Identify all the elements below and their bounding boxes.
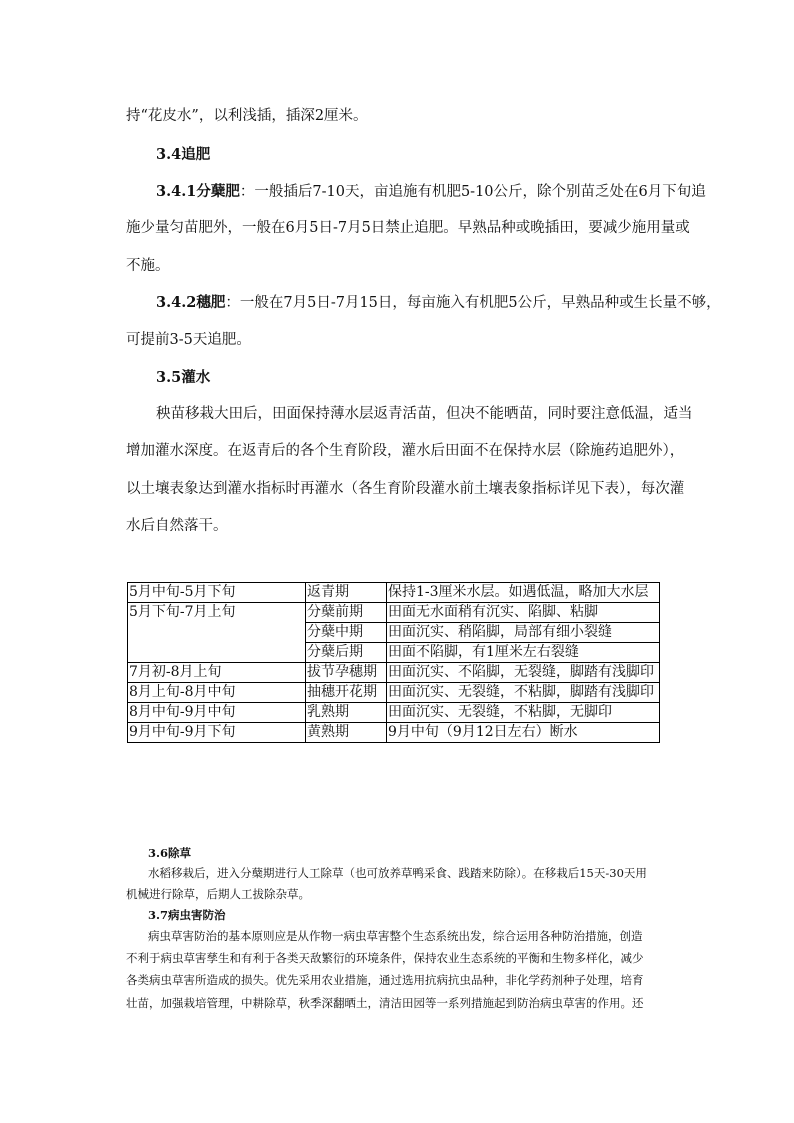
table-cell-stage: 分蘖中期 [306, 623, 387, 643]
table-cell-indicator: 田面沉实、不陷脚，无裂缝，脚踏有浅脚印 [387, 663, 660, 683]
table-row [128, 603, 660, 623]
paragraph-line: 施少量匀苗肥外，一般在6月5日-7月5日禁止追肥。早熟品种或晚插田，要减少施用量或 [126, 220, 690, 236]
table-cell-period: 8月中旬-9月中旬 [128, 703, 306, 723]
table-row [128, 723, 660, 743]
table-row [128, 703, 660, 723]
paragraph-line [156, 293, 721, 313]
table-row [128, 663, 660, 683]
paragraph-line: 水稻移栽后，进入分蘖期进行人工除草（也可放养草鸭采食、践踏来防除）。在移栽后15天-30天用 [148, 866, 647, 880]
table-cell-period: 5月下旬-7月上旬 [128, 603, 306, 663]
table-cell-stage: 黄熟期 [306, 723, 387, 743]
table-cell-indicator: 9月中旬（9月12日左右）断水 [387, 723, 660, 743]
paragraph-line: 可提前3-5天追肥。 [126, 332, 251, 348]
paragraph-line: 不施。 [126, 258, 170, 274]
paragraph-line: 秧苗移栽大田后，田面保持薄水层返青活苗，但决不能晒苗，同时要注意低温，适当 [156, 406, 693, 422]
paragraph-line: 各类病虫草害所造成的损失。优先采用农业措施，通过选用抗病抗虫品种，非化学药剂种子处理，培育 [126, 973, 644, 987]
table-cell-indicator: 保持1-3厘米水层。如遇低温，略加大水层 [387, 583, 660, 603]
subsection-label-3-4-1: 3.4.1分蘖肥 [156, 183, 240, 200]
table-cell-period: 7月初-8月上旬 [128, 663, 306, 683]
table-cell-indicator: 田面沉实、无裂缝，不粘脚，脚踏有浅脚印 [387, 683, 660, 703]
table-cell-stage: 拔节孕穗期 [306, 663, 387, 683]
paragraph-line: 机械进行除草，后期人工拔除杂草。 [126, 887, 310, 901]
paragraph-line: 壮苗，加强栽培管理，中耕除草，秋季深翻晒土，清洁田园等一系列措施起到防治病虫草害的作用。还 [126, 996, 644, 1010]
paragraph-text: ：一般插后7-10天，亩追施有机肥5-10公斤，除个别苗乏处在6月下旬追 [239, 184, 706, 200]
paragraph-line: 增加灌水深度。在返青后的各个生育阶段，灌水后田面不在保持水层（除施药追肥外）， [126, 443, 685, 459]
section-heading-3-5: 3.5灌水 [156, 369, 211, 386]
section-heading-3-4: 3.4追肥 [156, 146, 211, 163]
table-cell-indicator: 田面无水面稍有沉实、陷脚、粘脚 [387, 603, 660, 623]
table-cell-indicator: 田面不陷脚，有1厘米左右裂缝 [387, 643, 660, 663]
table-cell-period: 8月上旬-8月中旬 [128, 683, 306, 703]
table-cell-period: 9月中旬-9月下旬 [128, 723, 306, 743]
table-cell-stage: 分蘖后期 [306, 643, 387, 663]
subsection-label-3-4-2: 3.4.2穗肥 [156, 294, 226, 311]
paragraph-line: 持“花皮水”，以利浅插，插深2厘米。 [126, 108, 368, 124]
table-cell-stage: 返青期 [306, 583, 387, 603]
paragraph-line: 病虫草害防治的基本原则应是从作物一病虫草害整个生态系统出发，综合运用各种防治措施，创造 [148, 929, 643, 943]
table-cell-period: 5月中旬-5月下旬 [128, 583, 306, 603]
table-cell-stage: 乳熟期 [306, 703, 387, 723]
table-row [128, 583, 660, 603]
table-cell-stage: 分蘖前期 [306, 603, 387, 623]
table-row [128, 683, 660, 703]
irrigation-indicator-table [127, 582, 660, 743]
paragraph-line: 不利于病虫草害孳生和有利于各类天敌繁衍的环境条件，保持农业生态系统的平衡和生物多样化，减少 [126, 951, 644, 965]
section-heading-3-7: 3.7病虫害防治 [148, 908, 226, 922]
paragraph-line: 以土壤表象达到灌水指标时再灌水（各生育阶段灌水前土壤表象指标详见下表），每次灌 [126, 481, 685, 497]
table-cell-indicator: 田面沉实、稍陷脚，局部有细小裂缝 [387, 623, 660, 643]
table-cell-stage: 抽穗开花期 [306, 683, 387, 703]
table-cell-indicator: 田面沉实、无裂缝，不粘脚，无脚印 [387, 703, 660, 723]
paragraph-line [156, 182, 706, 202]
paragraph-text: ：一般在7月5日-7月15日，每亩施入有机肥5公斤，早熟品种或生长量不够， [225, 295, 721, 311]
paragraph-line: 水后自然落干。 [126, 518, 228, 534]
section-heading-3-6: 3.6除草 [148, 846, 192, 860]
